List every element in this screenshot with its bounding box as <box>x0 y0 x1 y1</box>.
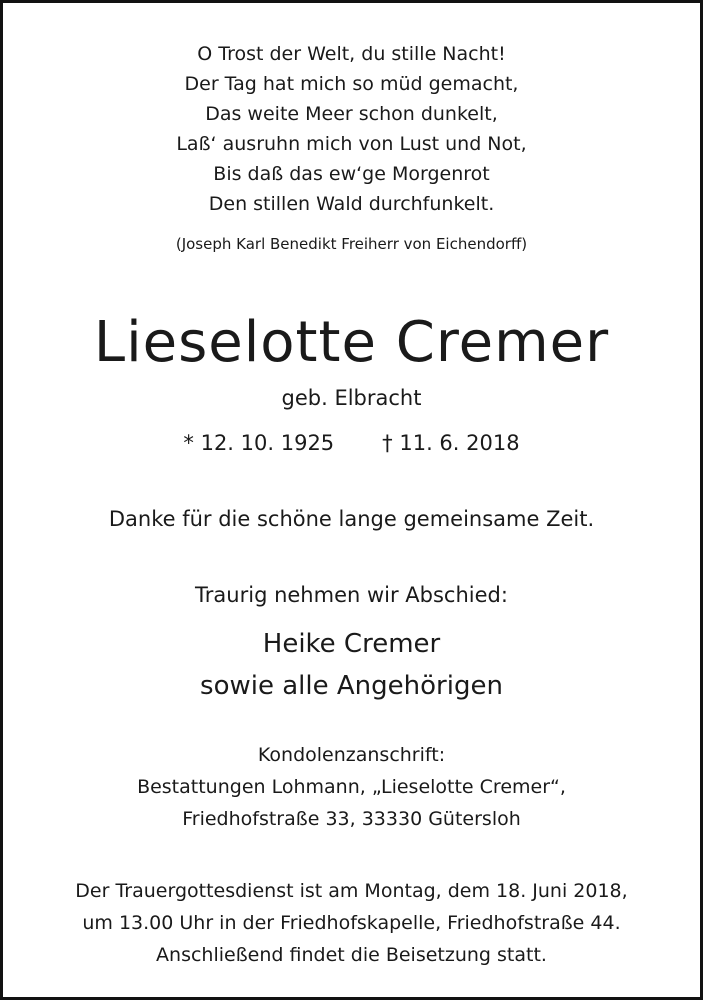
condolence-line: Friedhofstraße 33, 33330 Gütersloh <box>182 808 521 830</box>
service-line: um 13.00 Uhr in der Friedhofskapelle, Friedhofstraße 44. <box>82 912 621 934</box>
deceased-name: Lieselotte Cremer <box>93 310 610 375</box>
mourner-line: Heike Cremer <box>262 629 441 659</box>
service-line: Anschließend findet die Beisetzung statt. <box>156 944 547 966</box>
poem-line: O Trost der Welt, du stille Nacht! <box>197 43 506 65</box>
mourners <box>3 623 700 707</box>
birth-date: * 12. 10. 1925 <box>183 431 335 455</box>
condolence-line: Bestattungen Lohmann, „Lieselotte Cremer“, <box>137 776 566 798</box>
poem-line: Laß‘ ausruhn mich von Lust und Not, <box>176 133 527 155</box>
condolence-address <box>3 739 700 835</box>
poem-line: Bis daß das ew‘ge Morgenrot <box>213 163 490 185</box>
maiden-name: geb. Elbracht <box>281 386 422 410</box>
mourner-line: sowie alle Angehörigen <box>200 671 503 701</box>
thanks-text: Danke für die schöne lange gemeinsame Zeit. <box>108 507 595 531</box>
poem-line: Das weite Meer schon dunkelt, <box>205 103 498 125</box>
service-line: Der Trauergottesdienst ist am Montag, dem 18. Juni 2018, <box>75 880 628 902</box>
condolence-heading: Kondolenzanschrift: <box>257 744 446 766</box>
poem-line: Der Tag hat mich so müd gemacht, <box>184 73 519 95</box>
death-date: † 11. 6. 2018 <box>382 431 520 455</box>
service-info <box>3 875 700 971</box>
life-dates <box>3 427 700 459</box>
poem-attribution: (Joseph Karl Benedikt Freiherr von Eichendorff) <box>175 235 528 253</box>
poem <box>3 39 700 219</box>
poem-line: Den stillen Wald durchfunkelt. <box>208 193 495 215</box>
farewell-text: Traurig nehmen wir Abschied: <box>195 583 508 607</box>
